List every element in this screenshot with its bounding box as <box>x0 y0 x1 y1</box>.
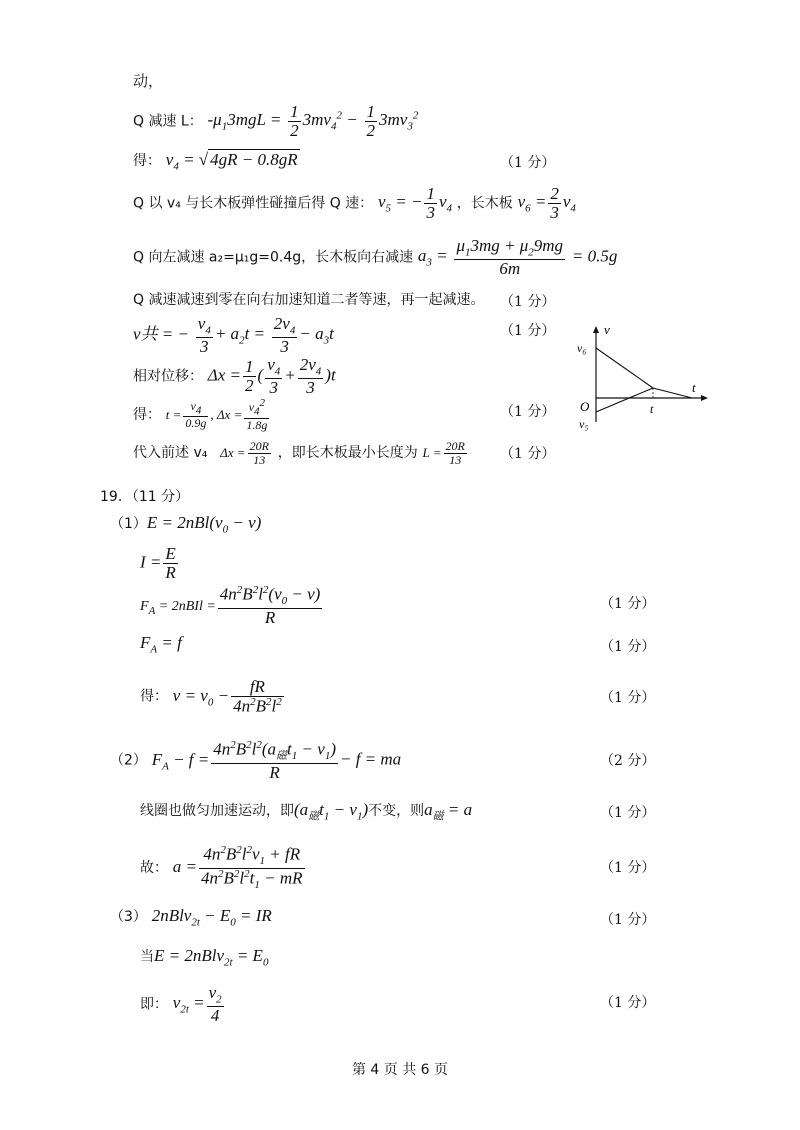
question-19-header: 19．（11 分） <box>100 489 190 505</box>
t-axis-arrow <box>701 395 708 401</box>
score: （1 分） <box>500 294 556 310</box>
eq-part3-1: （3） 2nBlv$_{2t}$ − $E_0$ = IR <box>110 906 272 929</box>
eq-min-length: 代入前述 v₄ Δx = $\frac{20R}{13}$ ，即长木板最小长度为 L = $\frac{20R}{13}$ <box>133 439 465 467</box>
t-point-label: t <box>650 402 654 416</box>
joint-velocity-line <box>653 388 692 398</box>
eq-current: I = $\frac{E}{R}$ <box>140 544 176 582</box>
score: （1 分） <box>500 323 556 339</box>
eq-acceleration: 故： a = $\frac{4n^2B^2l^2v_1 + fR}{4n^2B^2l^2t_1 - mR}$ <box>140 844 303 891</box>
score: （1 分） <box>500 404 556 420</box>
v6-label: v₆ <box>577 341 587 355</box>
score: （1 分） <box>600 596 656 612</box>
text-common-speed: Q 减速减速到零在向右加速知道二者等速，再一起减速。 <box>133 292 485 308</box>
eq-part3-3: 即： $v_{2t}$ = $\frac{v_2}{4}$ <box>140 983 222 1025</box>
eq-part3-2: 当E = 2nBlv$_{2t}$ = $E_0$ <box>140 946 269 969</box>
score: （1 分） <box>600 912 656 928</box>
origin-label: O <box>580 399 590 414</box>
velocity-time-graph <box>576 322 711 432</box>
eq-v-common: v共 = − $\frac{v_4}{3}$ + $a_2t$ = $\frac{2v_4}{3}$ − $a_3t$ <box>133 314 334 356</box>
board-velocity-line <box>596 348 653 388</box>
eq-v-result: 得： $v = v_0$ − $\frac{fR}{4n^2B^2l^2}$ <box>140 677 282 716</box>
score: （1 分） <box>500 446 556 462</box>
eq-fa-f: $F_A = f$ <box>140 633 182 656</box>
v-axis-arrow <box>593 326 599 333</box>
eq-coil-uniform: 线圈也做匀加速运动，即$(a_磁t_1 - v_1)$不变，则$a_磁 = a$ <box>140 800 473 823</box>
score: （2 分） <box>600 753 656 769</box>
score: （1 分） <box>600 995 656 1011</box>
score: （1 分） <box>600 805 656 821</box>
text-dong: 动， <box>133 72 164 90</box>
axis-v-label: v <box>604 322 610 337</box>
score: （1 分） <box>600 860 656 876</box>
eq-left-decel: Q 向左减速 a₂=μ₁g=0.4g，长木板向右减速 $a_3$ = $\frac{\mu_13mg + \mu_29mg}{6m}$ = 0.5g <box>133 236 618 278</box>
score: （1 分） <box>600 690 656 706</box>
eq-ampere-force: $F_A$ = 2nBIl = $\frac{4n^2B^2l^2(v_0 - v)}{R}$ <box>140 584 321 627</box>
score: （1 分） <box>500 155 556 171</box>
eq-emf: $(1)E = 2nBl(v_0 - v)$ <box>110 513 262 536</box>
eq-v4: 得： $v_4$ = √ 4gR − 0.8gR <box>133 150 298 173</box>
v5-label: v₅ <box>579 417 589 431</box>
block-velocity-line <box>596 388 653 412</box>
eq-rel-disp: 相对位移： Δx = $\frac{1}{2}$ ( $\frac{v_4}{3}$ + $\frac{2v_4}{3}$ )t <box>133 355 336 397</box>
page-footer: 第 4 页 共 6 页 <box>351 1062 449 1078</box>
score: （1 分） <box>600 639 656 655</box>
eq-newton: （2） $F_A - f$ = $\frac{4n^2B^2l^2(a_磁t_1 - v_1)}{R}$ − f = ma <box>110 739 402 782</box>
eq-t-dx: 得： t = $\frac{v_4}{0.9g}$ , Δx = $\frac{v_4^2}{1.8g}$ <box>133 397 268 432</box>
eq-collision: Q 以 v₄ 与长木板弹性碰撞后得 Q 速： $v_5$ = − $\frac{1}{3}$ $v_4$ ，长木板 $v_6$ = $\frac{2}{3}$ $v_4$ <box>133 184 576 222</box>
eq-q-decel: Q 减速 L： $-\mu_13mgL$ = $\frac{1}{2}$ $3mv_4^2$ − $\frac{1}{2}$ $3mv_3^2$ <box>133 102 419 140</box>
axis-t-label: t <box>692 380 696 395</box>
